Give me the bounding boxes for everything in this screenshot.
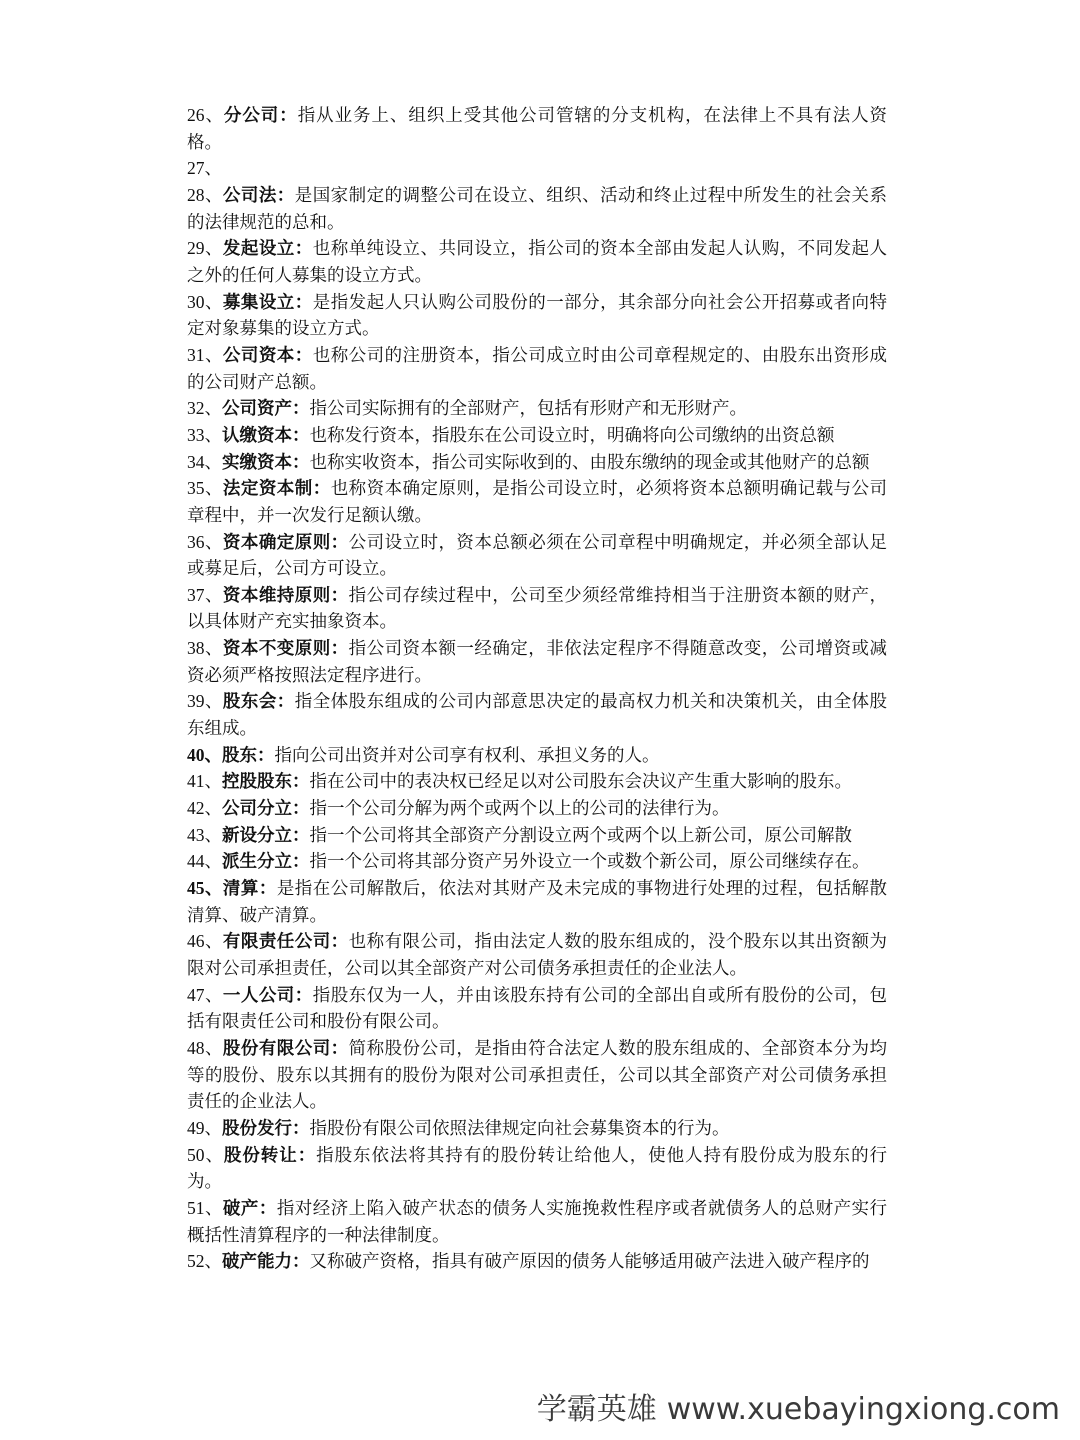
entry-number: 38、 [187, 638, 223, 659]
definition-text: 限对公司承担责任，公司以其全部资产对公司债务承担责任的企业法人。 [187, 958, 747, 978]
entry-number: 35、 [187, 478, 223, 499]
definition-entry [187, 822, 887, 849]
entry-number: 37、 [187, 584, 223, 605]
entry-first-line [187, 529, 887, 556]
definition-entry [187, 875, 887, 928]
term-label: 股份发行： [222, 1117, 310, 1138]
definition-text: 指全体股东组成的公司内部意思决定的最高权力机关和决策机关，由全体股 [294, 691, 887, 712]
entry-number: 31、 [187, 344, 223, 365]
definition-entry [187, 742, 887, 769]
definition-text: 也称公司的注册资本，指公司成立时由公司章程规定的、由股东出资形成 [312, 344, 888, 365]
entry-number: 50、 [187, 1144, 224, 1165]
definition-entry [187, 102, 887, 155]
entry-first-line [187, 1115, 887, 1142]
entry-continuation-line [187, 555, 887, 582]
definition-text: 之外的任何人募集的设立方式。 [187, 264, 432, 285]
definition-entry [187, 235, 887, 288]
entry-continuation-line [187, 1088, 887, 1115]
entry-number: 46、 [187, 931, 223, 952]
entry-continuation-line [187, 369, 887, 396]
entry-first-line [187, 1248, 887, 1275]
entry-first-line [187, 1195, 887, 1222]
entry-first-line [187, 582, 887, 609]
term-label: 公司法： [222, 184, 295, 205]
definition-entry [187, 342, 887, 395]
definition-text: 以具体财产充实抽象资本。 [187, 611, 397, 632]
term-label: 股份转让： [223, 1144, 317, 1165]
term-label: 清算： [222, 878, 277, 899]
entry-continuation-line [187, 608, 887, 635]
term-label: 资本确定原则： [222, 531, 349, 552]
term-label: 股东： [222, 744, 275, 765]
definition-text: 清算、破产清算。 [187, 904, 327, 925]
definition-text: 指一个公司将其部分资产另外设立一个或数个新公司，原公司继续存在。 [309, 851, 870, 872]
definition-text: 为。 [187, 1171, 222, 1192]
entry-first-line [187, 422, 887, 449]
entry-number: 40、 [187, 744, 222, 765]
definition-entry [187, 1195, 887, 1248]
entry-first-line [187, 822, 887, 849]
entry-continuation-line [187, 955, 887, 982]
definition-text: 指向公司出资并对公司享有权利、承担义务的人。 [274, 744, 660, 765]
entry-number: 43、 [187, 824, 222, 845]
term-label: 破产： [222, 1197, 277, 1218]
definition-entry [187, 635, 887, 688]
entry-first-line [187, 768, 887, 795]
definition-entry [187, 449, 887, 476]
definitions-list [187, 102, 887, 1275]
term-label: 一人公司： [222, 984, 313, 1005]
entry-first-line [187, 848, 887, 875]
definition-text: 是指在公司解散后，依法对其财产及未完成的事物进行处理的过程，包括解散 [276, 878, 888, 899]
entry-first-line [187, 182, 887, 209]
entry-continuation-line [187, 262, 887, 289]
watermark-footer [537, 1392, 1060, 1428]
entry-continuation-line [187, 662, 887, 689]
definition-text: 指一个公司分解为两个或两个以上的公司的法律行为。 [309, 798, 730, 819]
term-label: 资本不变原则： [222, 638, 349, 659]
term-label: 新设分立： [222, 824, 310, 845]
entry-first-line [187, 795, 887, 822]
entry-number: 45、 [187, 878, 223, 899]
definition-entry [187, 768, 887, 795]
definition-text: 章程中，并一次发行足额认缴。 [187, 504, 432, 525]
entry-first-line [187, 449, 887, 476]
entry-first-line [187, 102, 887, 129]
definition-text: 指一个公司将其全部资产分割设立两个或两个以上新公司，原公司解散 [309, 824, 852, 845]
entry-continuation-line [187, 209, 887, 236]
entry-number: 48、 [187, 1037, 223, 1058]
definition-text: 也称发行资本，指股东在公司设立时，明确将向公司缴纳的出资总额 [309, 424, 835, 445]
entry-number: 34、 [187, 451, 222, 472]
definition-text: 或募足后，公司方可设立。 [187, 558, 397, 579]
entry-continuation-line [187, 1008, 887, 1035]
definition-text: 的公司财产总额。 [187, 371, 327, 392]
definition-text: 也称单纯设立、共同设立，指公司的资本全部由发起人认购，不同发起人 [312, 238, 888, 259]
entry-number: 32、 [187, 398, 222, 419]
definition-entry [187, 289, 887, 342]
entry-number: 29、 [187, 238, 223, 259]
entry-continuation-line [187, 1062, 887, 1089]
definition-text: 的法律规范的总和。 [187, 211, 345, 232]
definition-entry [187, 1248, 887, 1275]
term-label: 公司资本： [222, 344, 313, 365]
entry-number: 39、 [187, 691, 223, 712]
definition-text: 指在公司中的表决权已经足以对公司股东会决议产生重大影响的股东。 [309, 771, 852, 792]
site-url: www.xuebayingxiong.com [666, 1392, 1060, 1427]
entry-continuation-line [187, 1222, 887, 1249]
entry-number: 28、 [187, 184, 223, 205]
term-label: 股份有限公司： [222, 1037, 349, 1058]
entry-number: 51、 [187, 1197, 223, 1218]
entry-first-line [187, 395, 887, 422]
entry-first-line [187, 475, 887, 502]
entry-number: 30、 [187, 291, 223, 312]
definition-entry [187, 582, 887, 635]
entry-first-line [187, 1142, 887, 1169]
definition-text: 指公司存续过程中，公司至少须经常维持相当于注册资本额的财产， [348, 584, 888, 605]
entry-continuation-line [187, 1168, 887, 1195]
entry-first-line [187, 235, 887, 262]
term-label: 派生分立： [222, 851, 310, 872]
definition-text: 指公司资本额一经确定，非依法定程序不得随意改变，公司增资或减 [348, 638, 888, 659]
definition-text: 简称股份公司，是指由符合法定人数的股东组成的、全部资本分为均 [348, 1037, 888, 1058]
definition-text: 指公司实际拥有的全部财产，包括有形财产和无形财产。 [309, 398, 747, 419]
entry-number: 47、 [187, 984, 223, 1005]
definition-text: 也称资本确定原则，是指公司设立时，必须将资本总额明确记载与公司 [330, 478, 888, 499]
term-label: 有限责任公司： [222, 931, 349, 952]
entry-first-line [187, 688, 887, 715]
definition-text: 格。 [187, 131, 222, 152]
definition-text: 又称破产资格，指具有破产原因的债务人能够适用破产法进入破产程序的 [309, 1251, 870, 1272]
definition-text: 责任的企业法人。 [187, 1091, 327, 1112]
term-label: 实缴资本： [222, 451, 310, 472]
definition-entry [187, 848, 887, 875]
entry-first-line [187, 742, 887, 769]
entry-continuation-line [187, 315, 887, 342]
term-label: 资本维持原则： [222, 584, 349, 605]
definition-entry [187, 182, 887, 235]
entry-first-line [187, 289, 887, 316]
definition-entry [187, 395, 887, 422]
entry-first-line [187, 928, 887, 955]
entry-first-line [187, 982, 887, 1009]
definition-text: 是指发起人只认购公司股份的一部分，其余部分向社会公开招募或者向特 [312, 291, 888, 312]
definition-text: 指股份有限公司依照法律规定向社会募集资本的行为。 [309, 1117, 730, 1138]
definition-text: 也称实收资本，指公司实际收到的、由股东缴纳的现金或其他财产的总额 [309, 451, 870, 472]
definition-text: 指股东仅为一人，并由该股东持有公司的全部出自或所有股份的公司，包 [312, 984, 888, 1005]
term-label: 公司资产： [222, 398, 310, 419]
entry-number: 36、 [187, 531, 223, 552]
definition-entry [187, 688, 887, 741]
term-label: 法定资本制： [222, 478, 331, 499]
entry-continuation-line [187, 502, 887, 529]
term-label: 股东会： [222, 691, 295, 712]
term-label: 募集设立： [222, 291, 313, 312]
definition-text: 东组成。 [187, 718, 257, 739]
definition-text: 概括性清算程序的一种法律制度。 [187, 1224, 450, 1245]
definition-entry [187, 475, 887, 528]
definition-text: 括有限责任公司和股份有限公司。 [187, 1011, 450, 1032]
definition-entry [187, 155, 887, 182]
term-label: 分公司： [223, 105, 298, 125]
definition-entry [187, 928, 887, 981]
definition-text: 是国家制定的调整公司在设立、组织、活动和终止过程中所发生的社会关系 [294, 184, 887, 205]
definition-entry [187, 529, 887, 582]
definition-entry [187, 795, 887, 822]
entry-number: 49、 [187, 1117, 222, 1138]
term-label: 公司分立： [222, 798, 310, 819]
entry-first-line [187, 155, 887, 182]
entry-number: 26、 [187, 105, 224, 125]
entry-number: 27、 [187, 158, 222, 179]
definition-text: 资必须严格按照法定程序进行。 [187, 664, 432, 685]
entry-number: 44、 [187, 851, 222, 872]
entry-number: 52、 [187, 1251, 222, 1272]
term-label: 发起设立： [222, 238, 313, 259]
entry-number: 41、 [187, 771, 222, 792]
definition-entry [187, 982, 887, 1035]
definition-text: 也称有限公司，指由法定人数的股东组成的，没个股东以其出资额为 [348, 931, 888, 952]
definition-text: 指股东依法将其持有的股份转让给他人，使他人持有股份成为股东的行 [316, 1144, 888, 1165]
entry-number: 42、 [187, 798, 222, 819]
entry-first-line [187, 875, 887, 902]
entry-first-line [187, 342, 887, 369]
definition-text: 指对经济上陷入破产状态的债务人实施挽救性程序或者就债务人的总财产实行 [276, 1197, 888, 1218]
definition-entry [187, 1142, 887, 1195]
definition-text: 等的股份、股东以其拥有的股份为限对公司承担责任，公司以其全部资产对公司债务承担 [187, 1064, 887, 1085]
entry-first-line [187, 1035, 887, 1062]
definition-entry [187, 422, 887, 449]
entry-continuation-line [187, 902, 887, 929]
definition-text: 公司设立时，资本总额必须在公司章程中明确规定，并必须全部认足 [348, 531, 888, 552]
term-label: 控股股东： [222, 771, 310, 792]
definition-entry [187, 1035, 887, 1115]
definition-text: 指从业务上、组织上受其他公司管辖的分支机构，在法律上不具有法人资 [297, 105, 888, 125]
term-label: 认缴资本： [222, 424, 310, 445]
definition-text: 定对象募集的设立方式。 [187, 318, 380, 339]
brand-name: 学霸英雄 [536, 1392, 657, 1427]
entry-continuation-line [187, 715, 887, 742]
entry-continuation-line [187, 129, 887, 156]
definition-entry [187, 1115, 887, 1142]
entry-number: 33、 [187, 424, 222, 445]
entry-first-line [187, 635, 887, 662]
term-label: 破产能力： [222, 1251, 310, 1272]
